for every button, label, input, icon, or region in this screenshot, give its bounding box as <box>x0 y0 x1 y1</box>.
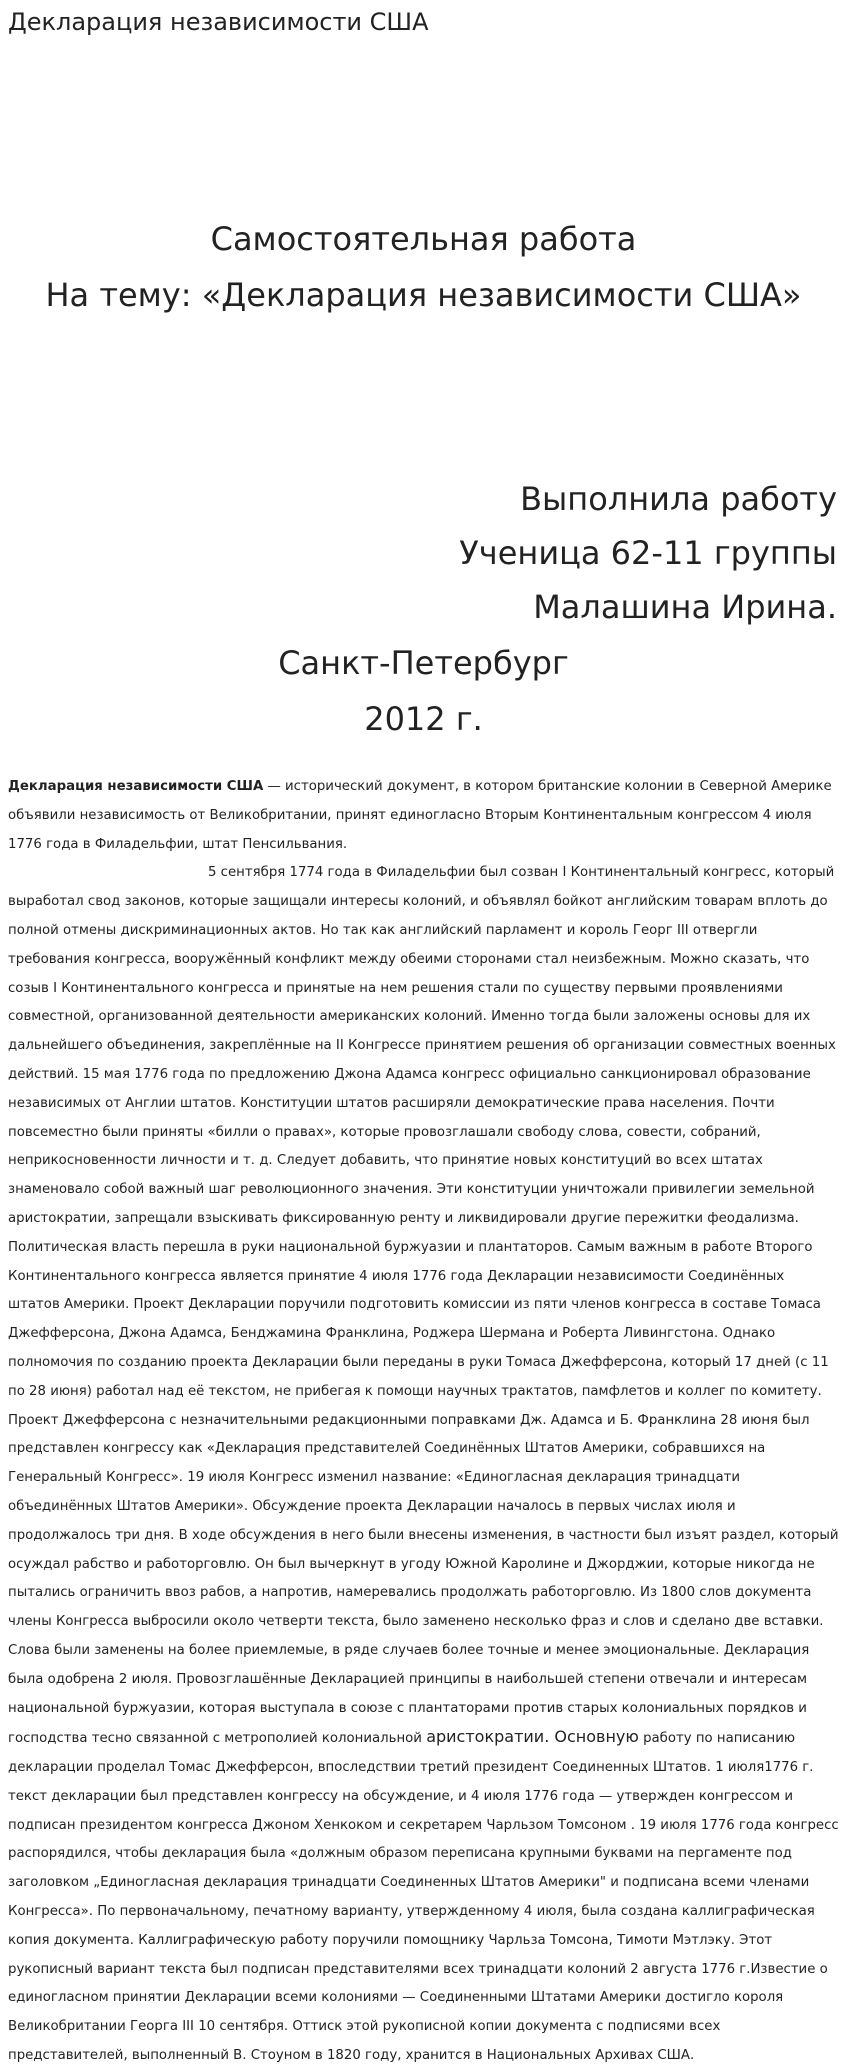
author-line-2: Ученица 62-11 группы <box>459 534 837 572</box>
document-title: Декларация независимости США <box>8 8 429 36</box>
article-term: Декларация независимости США <box>8 779 264 794</box>
year-label: 2012 г. <box>364 700 483 738</box>
article-main-text-emphasis: аристократии. Основную <box>426 1727 639 1747</box>
article-body <box>8 773 840 2071</box>
paragraph-indent <box>8 865 208 880</box>
cover-title-line1: Самостоятельная работа <box>210 220 637 258</box>
city-label: Санкт-Петербург <box>278 644 569 682</box>
article-intro-text: — исторический документ, в котором британские колонии в Северной Америке объявили независимость от Великобритании, принят единогласно Вторым Континентальным конгрессом 4 июля 1776 года в Филадельфии, штат Пенсильвания. <box>8 779 832 852</box>
author-line-1: Выполнила работу <box>520 480 837 518</box>
article-main-text-2: работу по написанию декларации проделал Томас Джефферсон, впоследствии третий президент Соединенных Штатов. 1 июля1776 г. текст декларации был представлен конгрессу на обсуждение, и 4 июля 1776 года — утвержден конгрессом и подписан президентом конгресса Джоном Хенкоком и секретарем Чарльзом Томсоном . 19 июля 1776 года конгресс распорядился, чтобы декларация была «должным образом переписана крупными буквами на пергаменте под заголовком „Единогласная декларация тринадцати Соединенных Штатов Америки" и подписана всеми членами Конгресса». По первоначальному, печатному варианту, утвержденному 4 июля, была создана каллиграфическая копия документа. Каллиграфическую работу поручили помощнику Чарльза Томсона, Тимоти Мэтлэку. Этот рукописный вариант текста был подписан представителями всех тринадцати колоний 2 августа 1776 г.Известие о единогласном принятии Декларации всеми колониями — Соединенными Штатами Америки достигло короля Великобритании Георга III 10 сентября. Оттиск этой рукописной копии документа с подписями всех представителей, выполненный В. Стоуном в 1820 году, хранится в Национальных Архивах США. <box>8 1731 839 2064</box>
article-paragraph-main <box>8 859 840 2070</box>
article-paragraph-intro <box>8 773 840 859</box>
author-line-3: Малашина Ирина. <box>533 588 837 626</box>
cover-title-line2: На тему: «Декларация независимости США» <box>45 276 802 314</box>
article-main-text-1: 5 сентября 1774 года в Филадельфии был созван I Континентальный конгресс, который выработал свод законов, которые защищали интересы колоний, и объявлял бойкот английским товарам вплоть до полной отмены дискриминационных актов. Но так как английский парламент и король Георг III отвергли требования конгресса, вооружённый конфликт между обеими сторонами стал неизбежным. Можно сказать, что созыв I Континентального конгресса и принятые на нем решения стали по существу первыми проявлениями совместной, организованной деятельности американских колоний. Именно тогда были заложены основы для их дальнейшего объединения, закреплённые на II Конгрессе принятием решения об организации совместных военных действий. 15 мая 1776 года по предложению Джона Адамса конгресс официально санкционировал образование независимых от Англии штатов. Конституции штатов расширяли демократические права населения. Почти повсеместно были приняты «билли о правах», которые провозглашали свободу слова, совести, собраний, неприкосновенности личности и т. д. Следует добавить, что принятие новых конституций во всех штатах знаменовало собой важный шаг революционного значения. Эти конституции уничтожали привилегии земельной аристократии, запрещали взыскивать фиксированную ренту и ликвидировали другие пережитки феодализма. Политическая власть перешла в руки национальной буржуазии и плантаторов. Самым важным в работе Второго Континентального конгресса является принятие 4 июля 1776 года Декларации независимости Соединённых штатов Америки. Проект Декларации поручили подготовить комиссии из пяти членов конгресса в составе Томаса Джефферсона, Джона Адамса, Бенджамина Франклина, Роджера Шермана и Роберта Ливингстона. Однако полномочия по созданию проекта Декларации были переданы в руки Томаса Джефферсона, который 17 дней (с 11 по 28 июня) работал над её текстом, не прибегая к помощи научных трактатов, памфлетов и коллег по комитету. Проект Джефферсона с незначительными редакционными поправками Дж. Адамса и Б. Франклина 28 июня был представлен конгрессу как «Декларация представителей Соединённых Штатов Америки, собравшихся на Генеральный Конгресс». 19 июля Конгресс изменил название: «Единогласная декларация тринадцати объединённых Штатов Америки». Обсуждение проекта Декларации началось в первых числах июля и продолжалось три дня. В ходе обсуждения в него были внесены изменения, в частности был изъят раздел, который осуждал рабство и работорговлю. Он был вычеркнут в угоду Южной Каролине и Джорджии, которые никогда не пытались ограничить ввоз рабов, а напротив, намеревались продолжать работорговлю. Из 1800 слов документа члены Конгресса выбросили около четверти текста, было заменено несколько фраз и слов и сделано две вставки. Слова были заменены на более приемлемые, в ряде случаев более точные и менее эмоциональные. Декларация была одобрена 2 июля. Провозглашённые Декларацией принципы в наибольшей степени отвечали и интересам национальной буржуазии, которая выступала в союзе с плантаторами против старых колониальных порядков и господства тесно связанной с метрополией колониальной <box>8 865 839 1747</box>
